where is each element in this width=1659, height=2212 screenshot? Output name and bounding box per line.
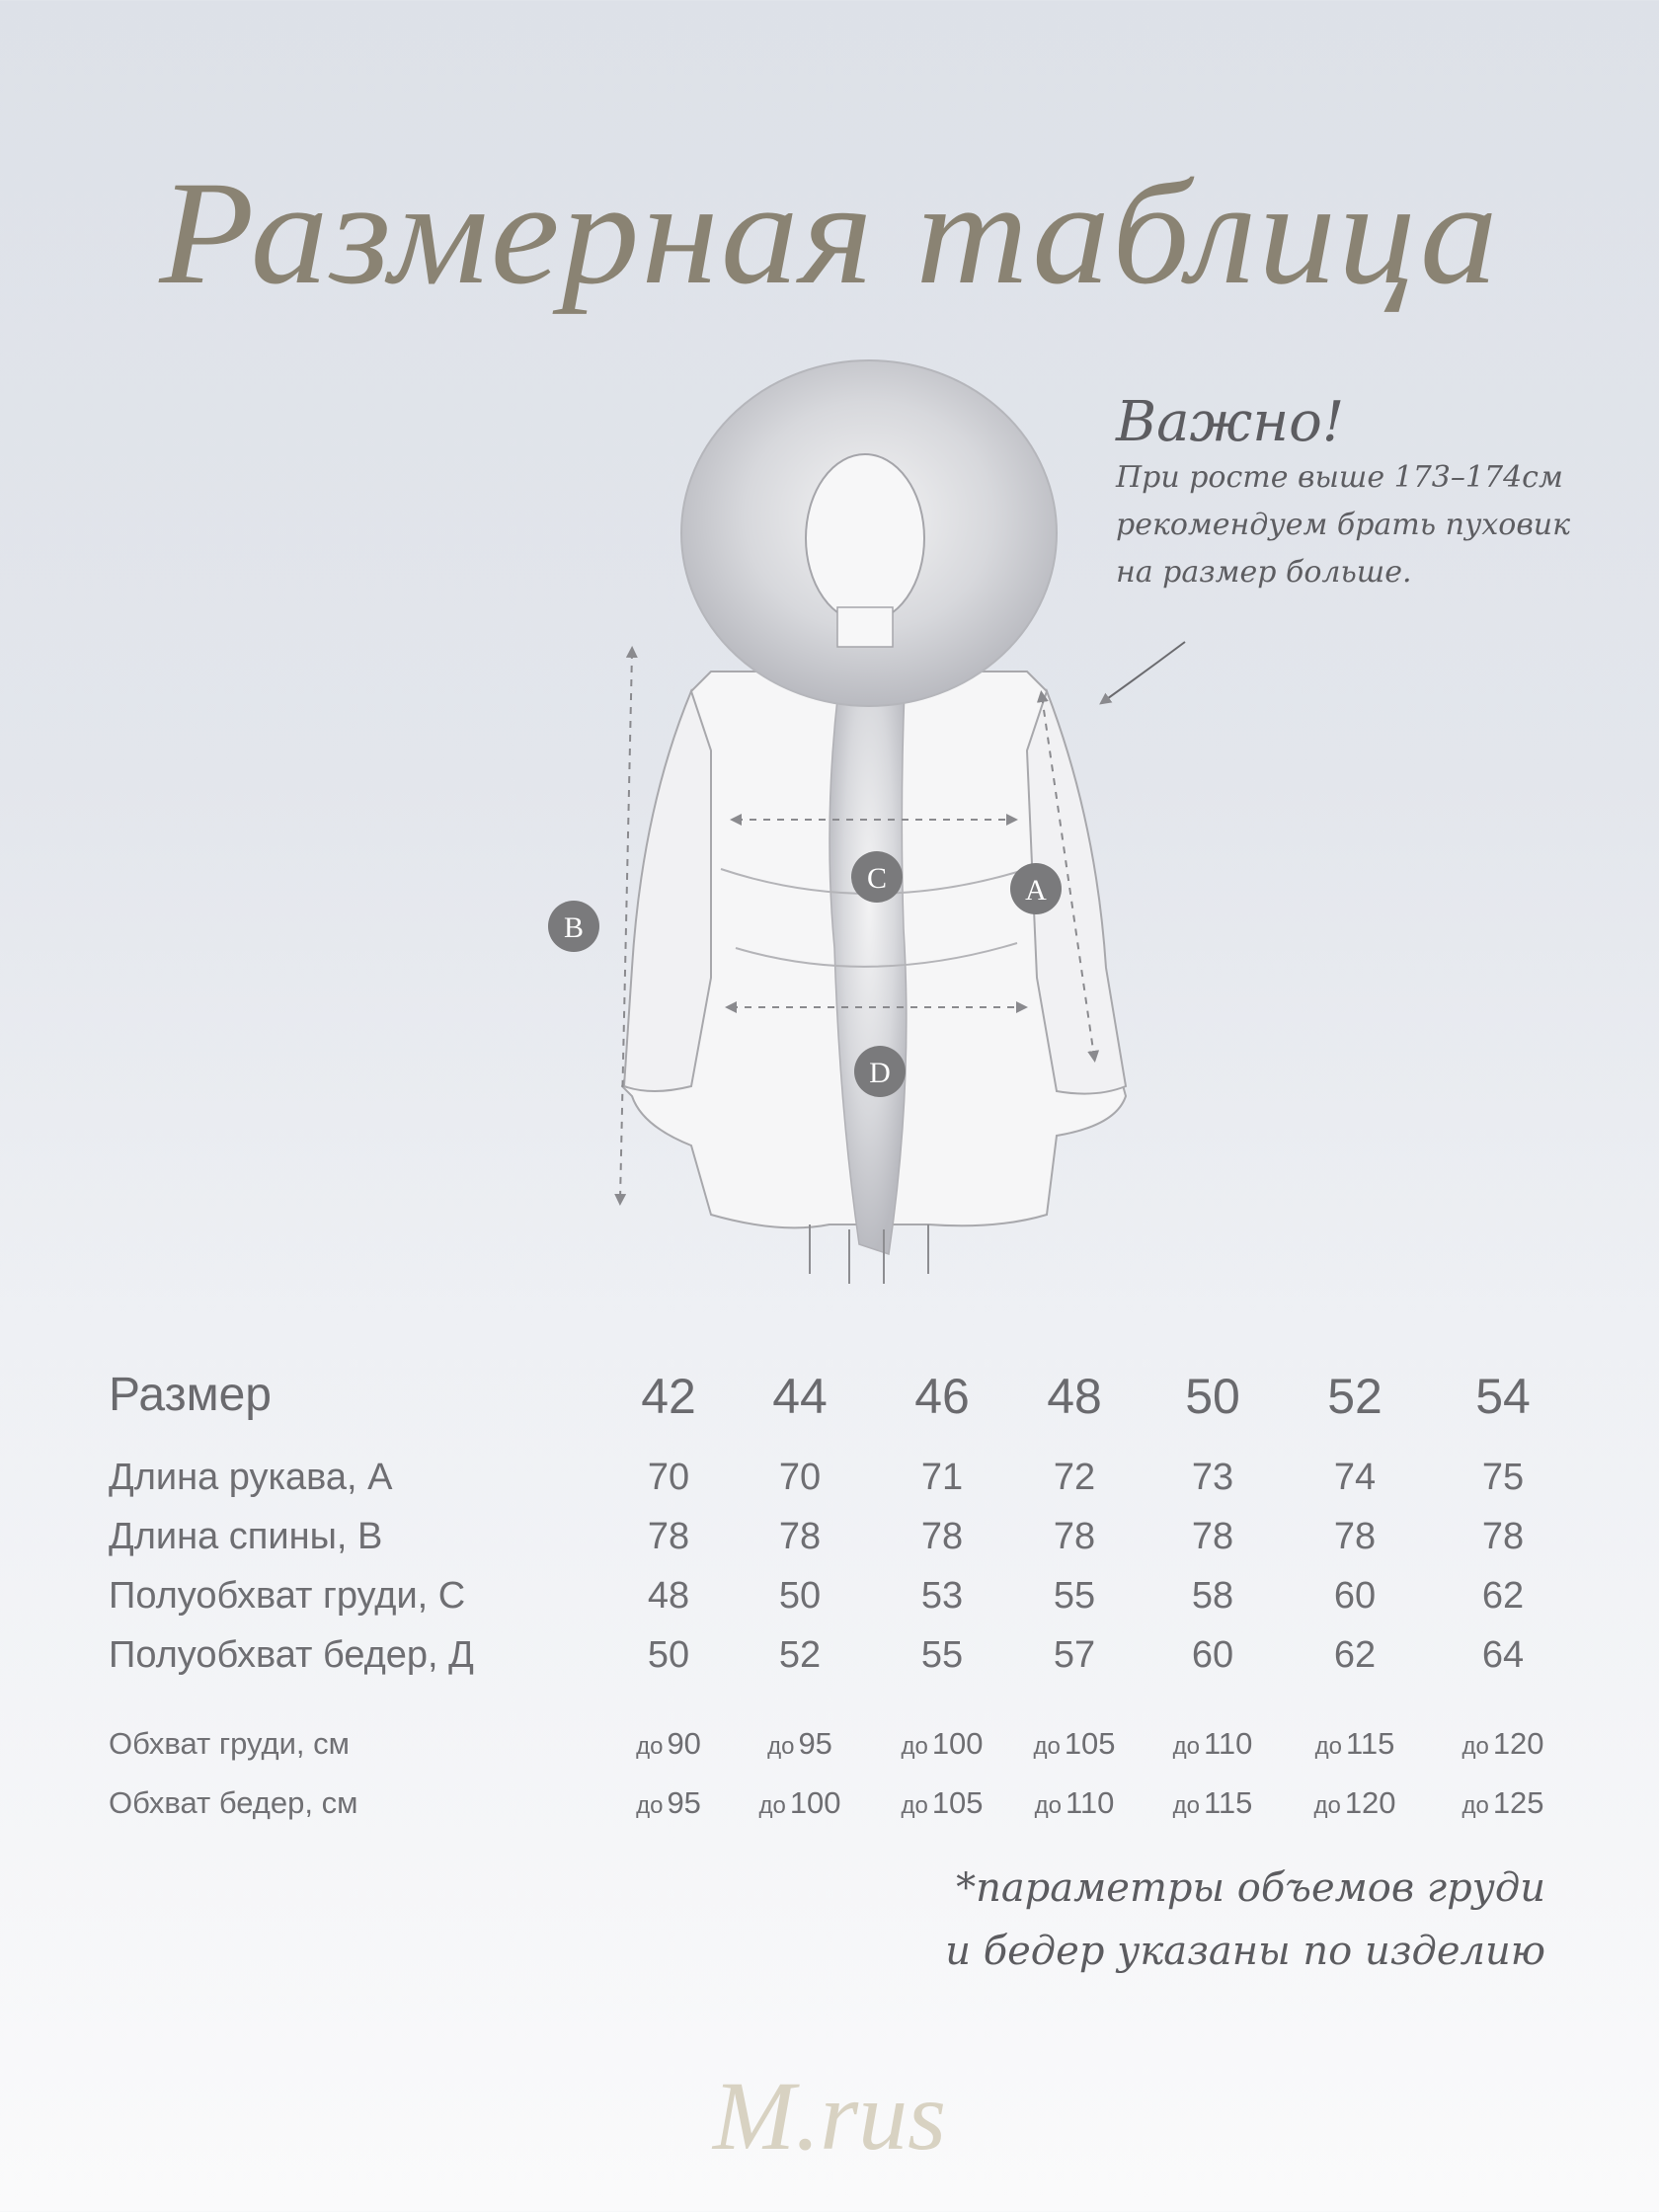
- table-header-row: [0, 1368, 1659, 1427]
- table-cell: 60: [1191, 1634, 1234, 1676]
- row-label: Полуобхват бедер, Д: [109, 1634, 474, 1676]
- table-cell: 75: [1481, 1457, 1525, 1498]
- table-cell: 78: [778, 1516, 822, 1557]
- table-cell: 78: [647, 1516, 690, 1557]
- table-cell: до 95: [767, 1726, 832, 1761]
- table-cell: до 100: [901, 1726, 984, 1761]
- footnote-line: и бедер указаны по изделию: [945, 1929, 1545, 1974]
- table-cell: 71: [920, 1457, 964, 1498]
- table-cell: до 105: [901, 1785, 984, 1820]
- table-cell: до 100: [758, 1785, 841, 1820]
- table-cell: 62: [1333, 1634, 1377, 1676]
- size-column-header: 42: [641, 1369, 696, 1424]
- marker-b: [548, 901, 599, 952]
- table-row: [0, 1575, 1659, 1634]
- table-cell: 48: [647, 1575, 690, 1617]
- table-cell: до 110: [1172, 1726, 1253, 1761]
- table-cell: 74: [1333, 1457, 1377, 1498]
- row-label: Длина рукава, А: [109, 1457, 393, 1498]
- table-cell: до 125: [1462, 1785, 1544, 1820]
- table-cell: 55: [1053, 1575, 1096, 1617]
- table-cell: 70: [778, 1457, 822, 1498]
- table-cell: до 90: [636, 1726, 701, 1761]
- table-cell: до 120: [1462, 1726, 1544, 1761]
- table-cell: 57: [1053, 1634, 1096, 1676]
- marker-b-label: B: [563, 911, 585, 944]
- brand-logo: M.rus: [712, 2061, 947, 2171]
- page-title: Размерная таблица: [159, 151, 1500, 315]
- table-cell: 62: [1481, 1575, 1525, 1617]
- table-cell: до 115: [1314, 1726, 1395, 1761]
- footnote: [945, 1856, 1545, 1983]
- size-column-header: 52: [1327, 1369, 1382, 1424]
- table-cell: до 95: [636, 1785, 701, 1820]
- table-cell: 72: [1053, 1457, 1096, 1498]
- table-cell: 70: [647, 1457, 690, 1498]
- table-cell: 73: [1191, 1457, 1234, 1498]
- table-cell: 78: [1191, 1516, 1234, 1557]
- marker-d-label: D: [869, 1057, 891, 1089]
- table-cell: до 105: [1033, 1726, 1116, 1761]
- note-arrow: [1104, 642, 1185, 701]
- table-cell: 55: [920, 1634, 964, 1676]
- table-cell: до 115: [1172, 1785, 1253, 1820]
- important-line: При росте выше 173–174см: [1116, 460, 1563, 495]
- table-cell: 64: [1481, 1634, 1525, 1676]
- row-label: Длина спины, В: [109, 1516, 383, 1557]
- table-cell: 78: [920, 1516, 964, 1557]
- table-cell: 50: [778, 1575, 822, 1617]
- body-measure-row: [0, 1726, 1659, 1785]
- header-label: Размер: [109, 1369, 272, 1421]
- size-column-header: 44: [772, 1369, 828, 1424]
- size-column-header: 46: [914, 1369, 970, 1424]
- table-row: [0, 1457, 1659, 1516]
- size-column-header: 48: [1047, 1369, 1102, 1424]
- coat-sleeve-left: [624, 691, 711, 1091]
- table-cell: до 110: [1034, 1785, 1115, 1820]
- table-cell: 53: [920, 1575, 964, 1617]
- row-label: Полуобхват груди, С: [109, 1575, 466, 1617]
- table-cell: 50: [647, 1634, 690, 1676]
- table-cell: 60: [1333, 1575, 1377, 1617]
- marker-a-label: A: [1025, 874, 1047, 907]
- table-cell: 78: [1053, 1516, 1096, 1557]
- mannequin-neck: [837, 607, 893, 647]
- size-column-header: 54: [1475, 1369, 1531, 1424]
- row-label: Обхват груди, см: [109, 1726, 350, 1761]
- body-measure-row: [0, 1785, 1659, 1845]
- mannequin-head: [806, 454, 924, 622]
- size-column-header: 50: [1185, 1369, 1240, 1424]
- marker-d: [854, 1046, 906, 1097]
- important-line: на размер больше.: [1116, 555, 1412, 590]
- table-cell: 78: [1481, 1516, 1525, 1557]
- table-row: [0, 1516, 1659, 1575]
- table-cell: 52: [778, 1634, 822, 1676]
- marker-c: [851, 851, 903, 903]
- footnote-line: *параметры объемов груди: [956, 1865, 1545, 1911]
- marker-a: [1010, 863, 1062, 914]
- important-heading: Важно!: [1116, 390, 1345, 454]
- table-cell: 58: [1191, 1575, 1234, 1617]
- marker-c-label: C: [866, 862, 888, 895]
- measure-line-b: [620, 652, 632, 1200]
- table-cell: 78: [1333, 1516, 1377, 1557]
- table-cell: до 120: [1313, 1785, 1396, 1820]
- row-label: Обхват бедер, см: [109, 1785, 358, 1820]
- table-row: [0, 1634, 1659, 1694]
- important-line: рекомендуем брать пуховик: [1116, 508, 1571, 542]
